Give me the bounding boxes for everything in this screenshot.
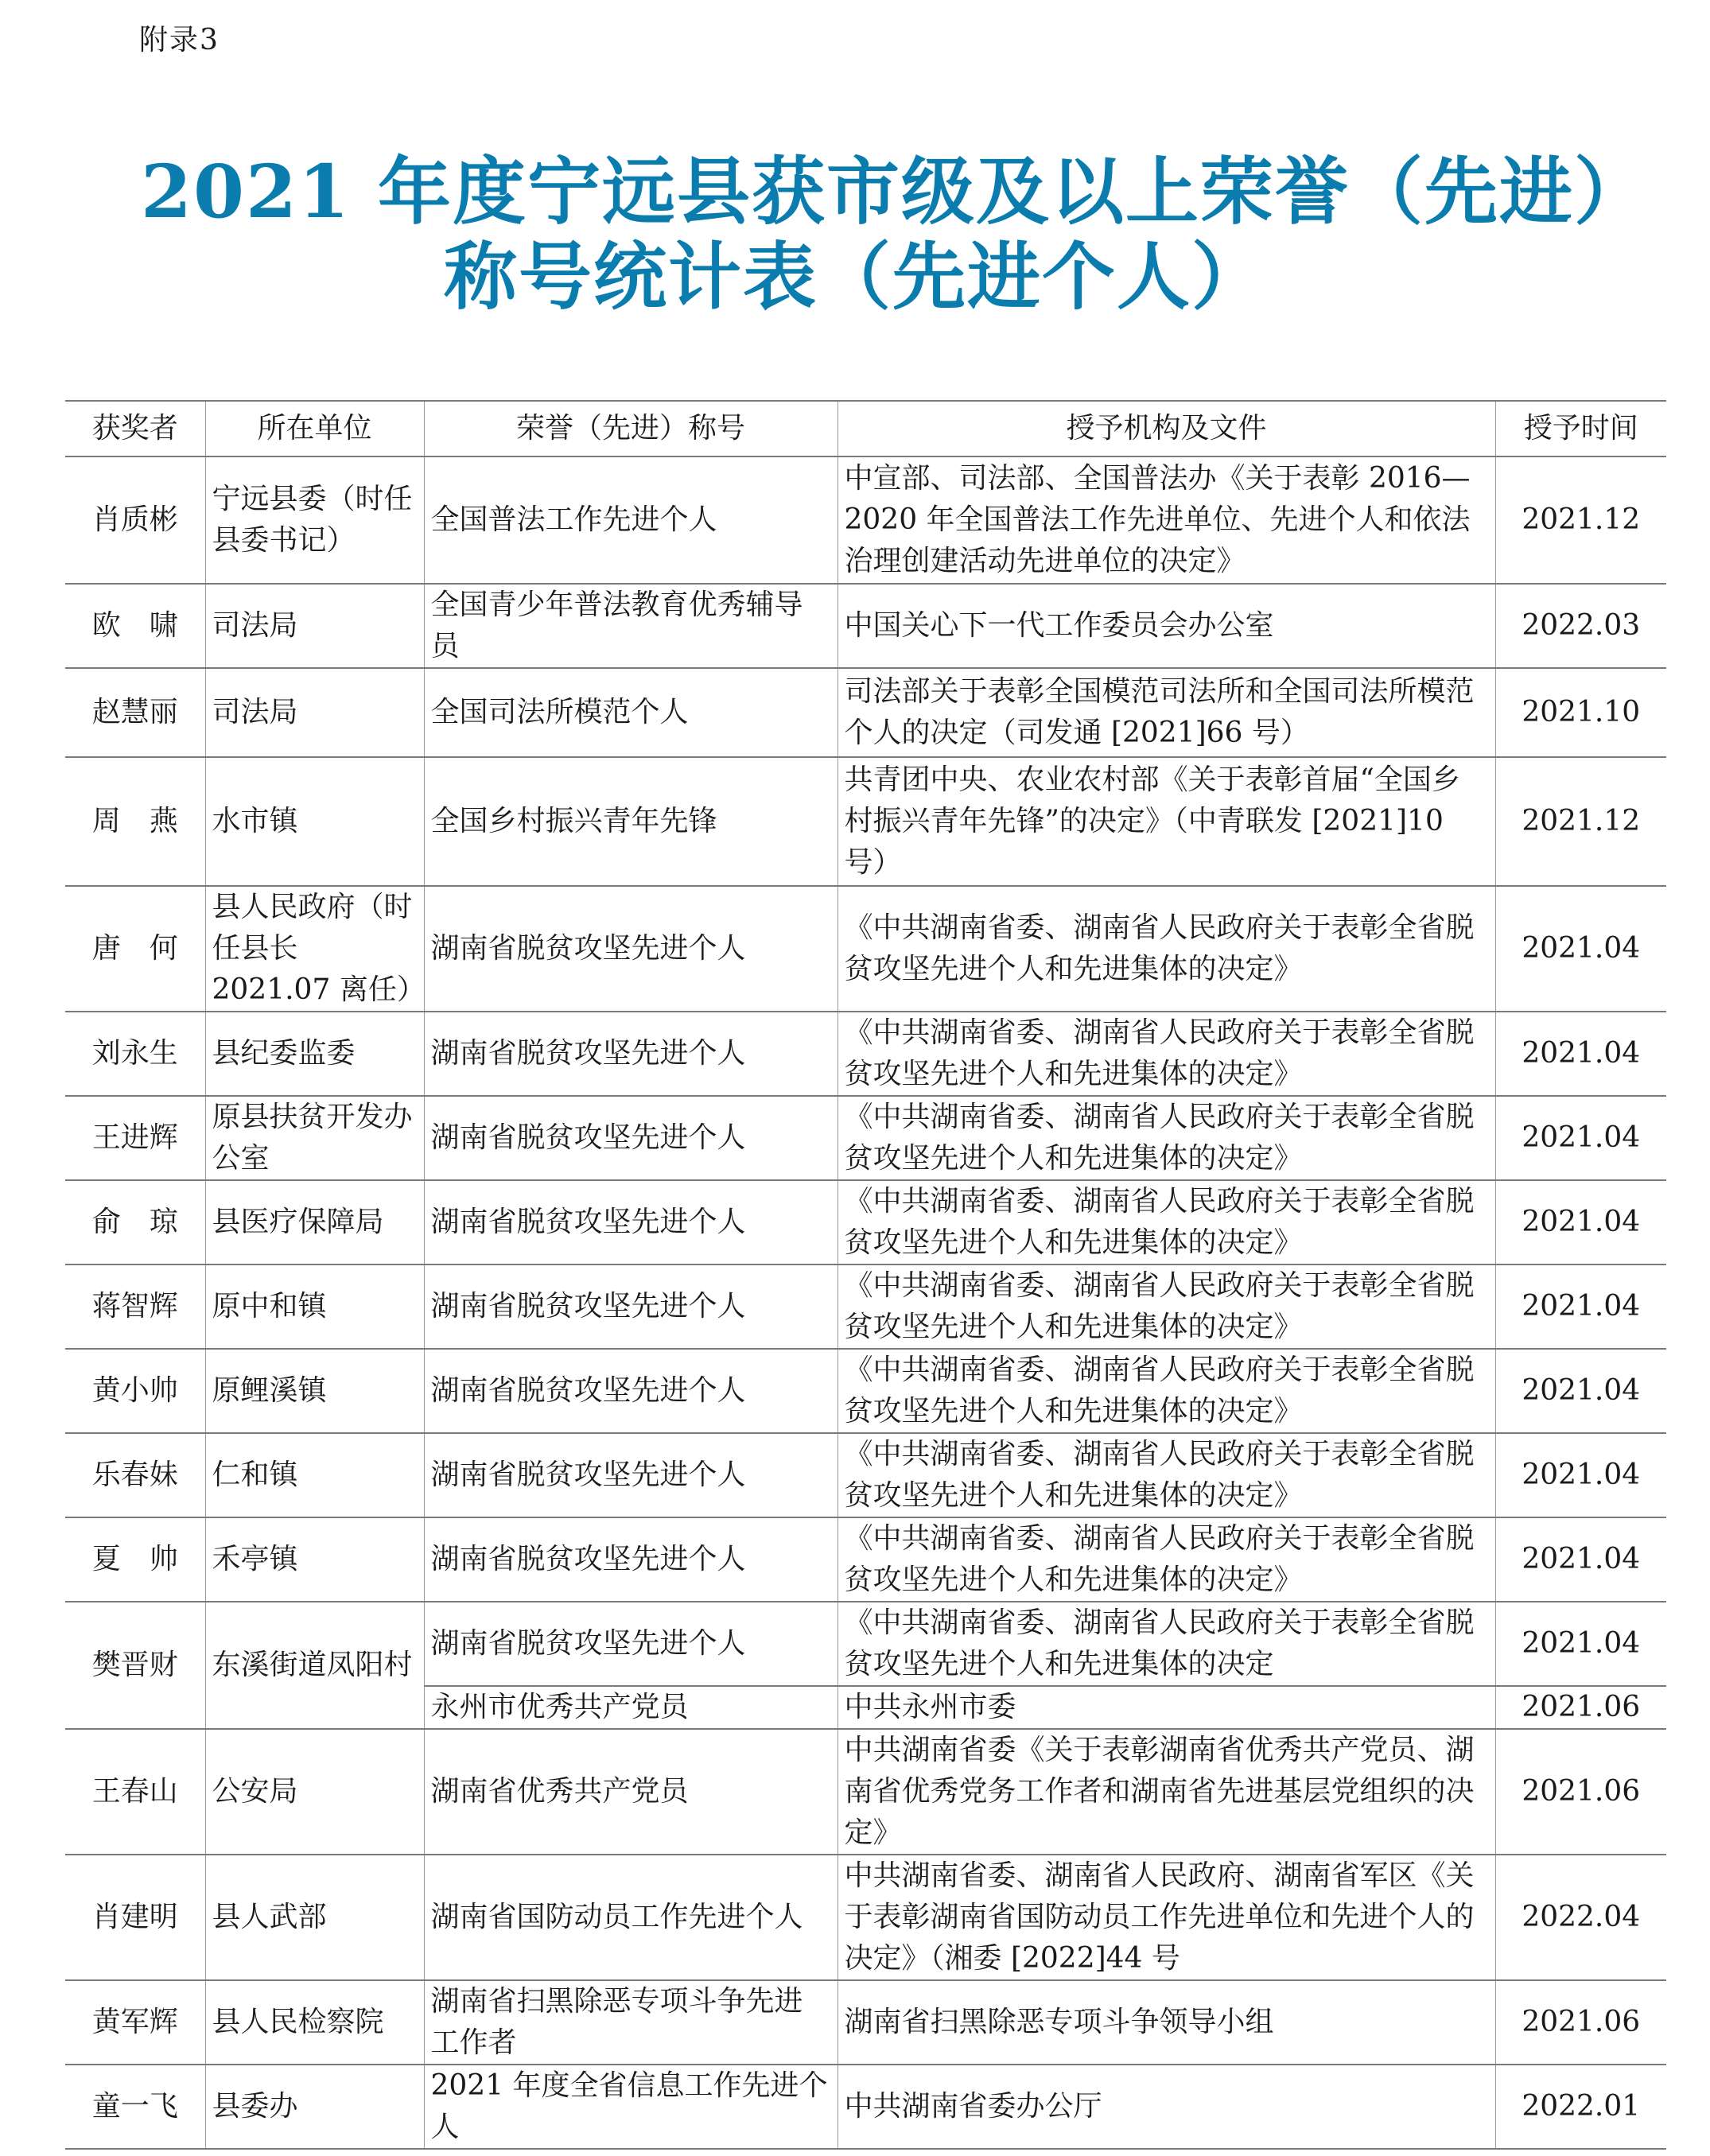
issuer-document: 中共湖南省委办公厅 [838, 2065, 1495, 2149]
honor-title: 全国青少年普法教育优秀辅导员 [424, 584, 838, 668]
table-body [65, 456, 1666, 2149]
award-date: 2021.04 [1495, 1517, 1666, 1602]
recipient-name: 樊晋财 [65, 1602, 205, 1729]
issuer-document: 中国关心下一代工作委员会办公室 [838, 584, 1495, 668]
table-row [65, 1729, 1666, 1855]
honor-title: 湖南省脱贫攻坚先进个人 [424, 1349, 838, 1433]
honor-title: 永州市优秀共产党员 [424, 1686, 838, 1729]
table-row [65, 1602, 1666, 1686]
award-date: 2022.03 [1495, 584, 1666, 668]
page-title-line2: 称号统计表（先进个人） [443, 234, 1266, 320]
recipient-name: 唐 何 [65, 886, 205, 1012]
issuer-document: 中共湖南省委《关于表彰湖南省优秀共产党员、湖南省优秀党务工作者和湖南省先进基层党组织的决定》 [838, 1729, 1495, 1855]
unit-cell: 司法局 [205, 584, 424, 668]
appendix-label: 附录3 [139, 24, 220, 56]
table-row [65, 1517, 1666, 1602]
award-date: 2021.12 [1495, 757, 1666, 886]
table-row [65, 668, 1666, 757]
table-row [65, 1264, 1666, 1349]
award-date: 2021.12 [1495, 456, 1666, 584]
page-title-line1: 2021 年度宁远县获市级及以上荣誉（先进） [140, 149, 1650, 235]
recipient-name: 刘永生 [65, 1012, 205, 1096]
issuer-document: 《中共湖南省委、湖南省人民政府关于表彰全省脱贫攻坚先进个人和先进集体的决定》 [838, 1096, 1495, 1180]
honor-title: 湖南省脱贫攻坚先进个人 [424, 1517, 838, 1602]
honor-title: 湖南省脱贫攻坚先进个人 [424, 1180, 838, 1264]
issuer-document: 湖南省扫黑除恶专项斗争领导小组 [838, 1980, 1495, 2065]
unit-cell: 县委办 [205, 2065, 424, 2149]
unit-cell: 县医疗保障局 [205, 1180, 424, 1264]
unit-cell: 县人武部 [205, 1855, 424, 1980]
issuer-document: 《中共湖南省委、湖南省人民政府关于表彰全省脱贫攻坚先进个人和先进集体的决定》 [838, 1180, 1495, 1264]
issuer-document: 共青团中央、农业农村部《关于表彰首届“全国乡村振兴青年先锋”的决定》（中青联发 [2021]10 号） [838, 757, 1495, 886]
issuer-document: 《中共湖南省委、湖南省人民政府关于表彰全省脱贫攻坚先进个人和先进集体的决定 [838, 1602, 1495, 1686]
award-date: 2021.06 [1495, 1729, 1666, 1855]
unit-cell: 仁和镇 [205, 1433, 424, 1517]
recipient-name: 蒋智辉 [65, 1264, 205, 1349]
recipient-name: 肖质彬 [65, 456, 205, 584]
header-honor: 荣誉（先进）称号 [424, 401, 838, 456]
recipient-name: 夏 帅 [65, 1517, 205, 1602]
award-date: 2021.04 [1495, 1433, 1666, 1517]
award-date: 2022.01 [1495, 2065, 1666, 2149]
honor-title: 湖南省脱贫攻坚先进个人 [424, 1096, 838, 1180]
issuer-document: 《中共湖南省委、湖南省人民政府关于表彰全省脱贫攻坚先进个人和先进集体的决定》 [838, 1349, 1495, 1433]
unit-cell: 水市镇 [205, 757, 424, 886]
unit-cell: 公安局 [205, 1729, 424, 1855]
table-header-row [65, 401, 1666, 456]
honor-title: 2021 年度全省信息工作先进个人 [424, 2065, 838, 2149]
unit-cell: 原县扶贫开发办公室 [205, 1096, 424, 1180]
table-row [65, 1349, 1666, 1433]
issuer-document: 《中共湖南省委、湖南省人民政府关于表彰全省脱贫攻坚先进个人和先进集体的决定》 [838, 1264, 1495, 1349]
recipient-name: 童一飞 [65, 2065, 205, 2149]
honor-title: 湖南省脱贫攻坚先进个人 [424, 886, 838, 1012]
award-date: 2021.04 [1495, 1602, 1666, 1686]
honor-title: 全国普法工作先进个人 [424, 456, 838, 584]
unit-cell: 原鲤溪镇 [205, 1349, 424, 1433]
issuer-document: 司法部关于表彰全国模范司法所和全国司法所模范个人的决定（司发通 [2021]66 号） [838, 668, 1495, 757]
header-unit: 所在单位 [205, 401, 424, 456]
honor-title: 湖南省脱贫攻坚先进个人 [424, 1433, 838, 1517]
table-row [65, 757, 1666, 886]
issuer-document: 中宣部、司法部、全国普法办《关于表彰 2016—2020 年全国普法工作先进单位、先进个人和依法治理创建活动先进单位的决定》 [838, 456, 1495, 584]
recipient-name: 黄军辉 [65, 1980, 205, 2065]
honor-title: 湖南省优秀共产党员 [424, 1729, 838, 1855]
honor-title: 湖南省脱贫攻坚先进个人 [424, 1264, 838, 1349]
table-row [65, 1980, 1666, 2065]
recipient-name: 欧 啸 [65, 584, 205, 668]
issuer-document: 《中共湖南省委、湖南省人民政府关于表彰全省脱贫攻坚先进个人和先进集体的决定》 [838, 1012, 1495, 1096]
unit-cell: 禾亭镇 [205, 1517, 424, 1602]
issuer-document: 《中共湖南省委、湖南省人民政府关于表彰全省脱贫攻坚先进个人和先进集体的决定》 [838, 1517, 1495, 1602]
unit-cell: 宁远县委（时任县委书记） [205, 456, 424, 584]
award-date: 2021.04 [1495, 1096, 1666, 1180]
recipient-name: 周 燕 [65, 757, 205, 886]
honor-title: 全国乡村振兴青年先锋 [424, 757, 838, 886]
recipient-name: 黄小帅 [65, 1349, 205, 1433]
award-date: 2021.04 [1495, 1349, 1666, 1433]
recipient-name: 王进辉 [65, 1096, 205, 1180]
table-row [65, 2065, 1666, 2149]
table-row [65, 1180, 1666, 1264]
honor-title: 湖南省脱贫攻坚先进个人 [424, 1602, 838, 1686]
issuer-document: 中共湖南省委、湖南省人民政府、湖南省军区《关于表彰湖南省国防动员工作先进单位和先进个人的决定》（湘委 [2022]44 号 [838, 1855, 1495, 1980]
recipient-name: 俞 琼 [65, 1180, 205, 1264]
header-recipient: 获奖者 [65, 401, 205, 456]
table-row [65, 886, 1666, 1012]
recipient-name: 王春山 [65, 1729, 205, 1855]
award-date: 2022.04 [1495, 1855, 1666, 1980]
honor-title: 湖南省脱贫攻坚先进个人 [424, 1012, 838, 1096]
award-date: 2021.06 [1495, 1980, 1666, 2065]
unit-cell: 县人民检察院 [205, 1980, 424, 2065]
honor-title: 湖南省扫黑除恶专项斗争先进工作者 [424, 1980, 838, 2065]
table-row [65, 1433, 1666, 1517]
issuer-document: 《中共湖南省委、湖南省人民政府关于表彰全省脱贫攻坚先进个人和先进集体的决定》 [838, 886, 1495, 1012]
recipient-name: 乐春妹 [65, 1433, 205, 1517]
table-row [65, 1855, 1666, 1980]
table-row [65, 456, 1666, 584]
header-issuer: 授予机构及文件 [838, 401, 1495, 456]
award-date: 2021.06 [1495, 1686, 1666, 1729]
table-row [65, 584, 1666, 668]
issuer-document: 《中共湖南省委、湖南省人民政府关于表彰全省脱贫攻坚先进个人和先进集体的决定》 [838, 1433, 1495, 1517]
award-date: 2021.04 [1495, 1012, 1666, 1096]
recipient-name: 赵慧丽 [65, 668, 205, 757]
table-row [65, 1096, 1666, 1180]
recipient-name: 肖建明 [65, 1855, 205, 1980]
award-date: 2021.10 [1495, 668, 1666, 757]
award-date: 2021.04 [1495, 1264, 1666, 1349]
unit-cell: 原中和镇 [205, 1264, 424, 1349]
honor-title: 湖南省国防动员工作先进个人 [424, 1855, 838, 1980]
unit-cell: 县人民政府（时任县长 2021.07 离任） [205, 886, 424, 1012]
honor-title: 全国司法所模范个人 [424, 668, 838, 757]
award-date: 2021.04 [1495, 886, 1666, 1012]
award-date: 2021.04 [1495, 1180, 1666, 1264]
table-row [65, 1012, 1666, 1096]
unit-cell: 东溪街道凤阳村 [205, 1602, 424, 1729]
issuer-document: 中共永州市委 [838, 1686, 1495, 1729]
header-date: 授予时间 [1495, 401, 1666, 456]
unit-cell: 县纪委监委 [205, 1012, 424, 1096]
unit-cell: 司法局 [205, 668, 424, 757]
honors-table [65, 400, 1666, 2150]
